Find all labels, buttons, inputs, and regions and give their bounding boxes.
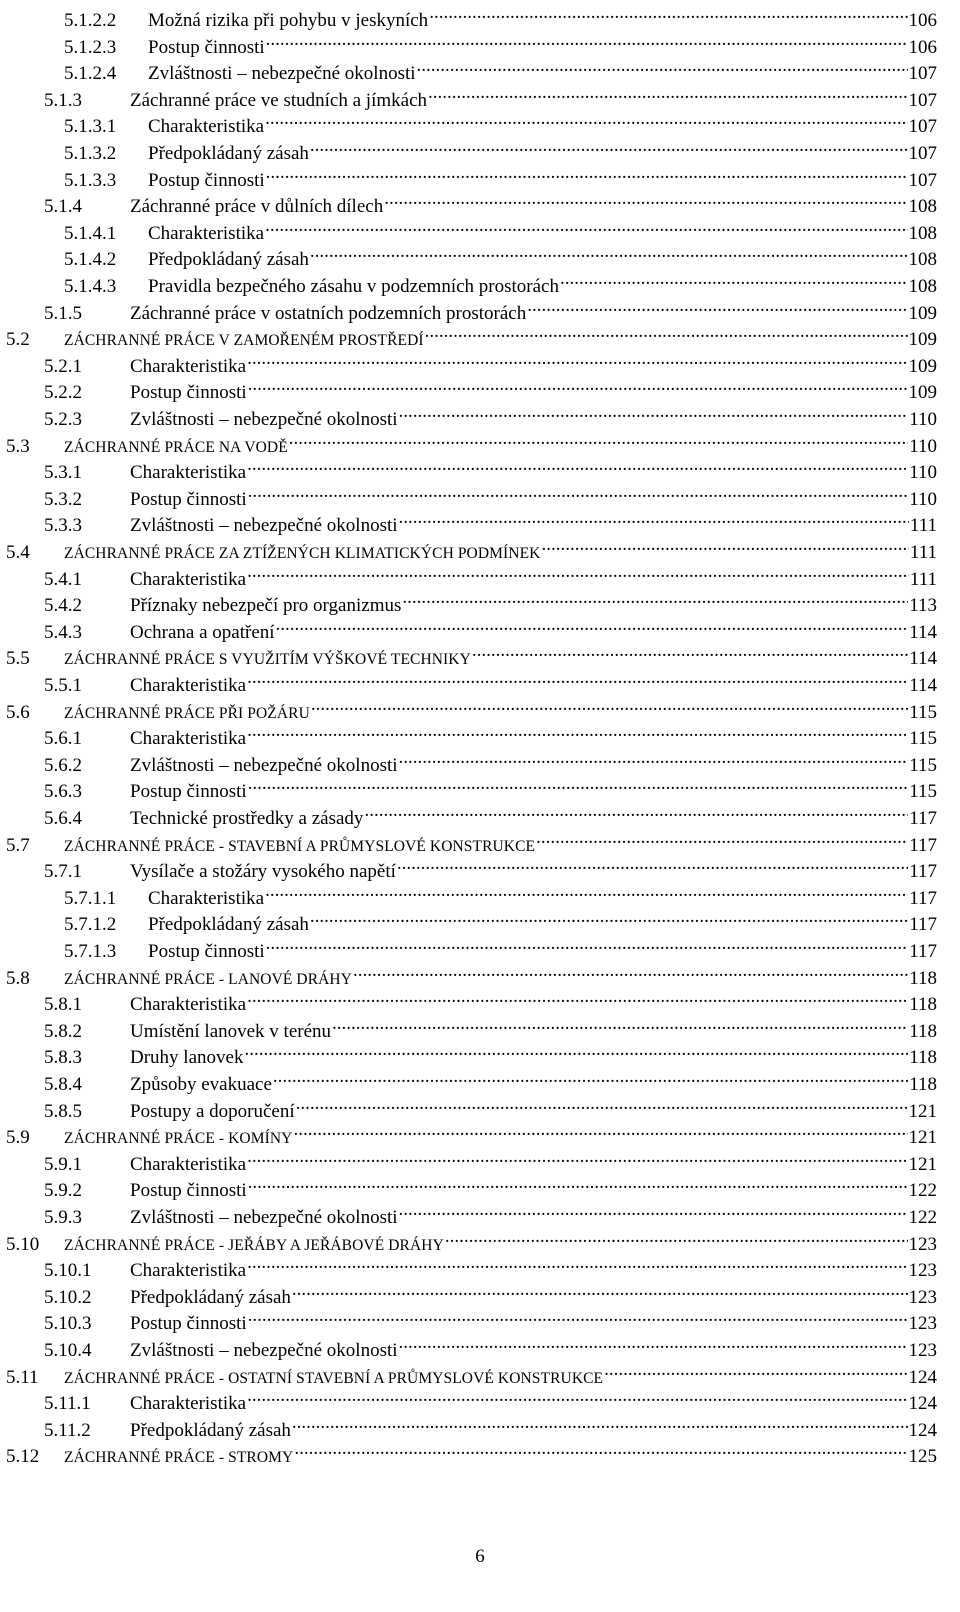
toc-entry-title: Umístění lanovek v terénu [130, 1020, 332, 1042]
toc-entry-number: 5.8.1 [44, 994, 82, 1016]
toc-entry-number: 5.2 [6, 329, 30, 351]
toc-entry-page: 106 [908, 36, 937, 58]
toc-entry-number: 5.8.2 [44, 1020, 82, 1042]
toc-entry-page: 118 [909, 994, 937, 1016]
toc-leader-dots [294, 1436, 907, 1462]
toc-leader-dots [247, 1383, 907, 1409]
toc-entry-page: 123 [908, 1260, 937, 1282]
toc-entry-number: 5.3.1 [44, 462, 82, 484]
toc-entry-number: 5.1.3.1 [64, 116, 117, 138]
toc-entry-page: 117 [909, 914, 937, 936]
toc-entry-title: Záchranné práce ve studních a jímkách [130, 89, 427, 111]
toc-leader-dots [311, 692, 908, 718]
toc-entry-title: Druhy lanovek [130, 1047, 244, 1069]
toc-entry-title: Zvláštnosti – nebezpečné okolnosti [130, 1207, 398, 1228]
toc-entry-number: 5.1.4 [44, 196, 82, 218]
toc-entry-page: 108 [908, 222, 937, 244]
toc-entry-number: 5.7.1.2 [64, 914, 117, 936]
toc-entry-number: 5.1.3.3 [64, 169, 117, 191]
toc-entry-number: 5.1.2.3 [64, 36, 117, 58]
toc-entry-page: 117 [909, 861, 937, 883]
toc-entry-title: Předpokládaný zásah [130, 1419, 291, 1441]
toc-entry-page: 115 [909, 728, 937, 750]
toc-entry[interactable] [44, 1170, 937, 1202]
toc-entry[interactable] [44, 346, 937, 377]
toc-entry[interactable] [44, 665, 937, 696]
toc-entry-number: 5.9.3 [44, 1207, 82, 1228]
toc-leader-dots [248, 1170, 908, 1196]
toc-entry[interactable] [44, 1144, 937, 1175]
toc-entry-title: Postup činnosti [148, 169, 265, 191]
toc-entry-title: Charakteristika [130, 994, 247, 1016]
toc-leader-dots [248, 372, 908, 398]
toc-entry[interactable] [44, 399, 937, 430]
toc-leader-dots [248, 1303, 908, 1329]
toc-entry-number: 5.10.2 [44, 1286, 92, 1308]
toc-leader-dots [266, 27, 908, 53]
toc-leader-dots [247, 665, 908, 691]
toc-entry[interactable] [44, 771, 937, 803]
toc-leader-dots [536, 825, 908, 851]
toc-entry-title: Postup činnosti [130, 1313, 247, 1335]
toc-entry-page: 114 [909, 675, 937, 696]
toc-entry-page: 114 [909, 648, 937, 670]
toc-entry[interactable] [44, 1037, 937, 1069]
toc-entry-page: 118 [909, 1074, 937, 1095]
toc-entry-title: Charakteristika [148, 222, 265, 244]
toc-entry-page: 121 [908, 1127, 937, 1149]
page-number: 6 [475, 1546, 485, 1567]
toc-entry-title: Charakteristika [130, 675, 247, 696]
toc-entry[interactable] [6, 1224, 937, 1255]
toc-entry[interactable] [44, 559, 937, 590]
toc-entry[interactable] [44, 1303, 937, 1335]
toc-entry[interactable] [44, 1064, 937, 1095]
toc-entry-title: Předpokládaný zásah [148, 249, 309, 271]
toc-entry-number: 5.9.1 [44, 1153, 82, 1175]
toc-entry[interactable] [6, 638, 937, 670]
toc-leader-dots [428, 80, 908, 106]
toc-entry-title: ZÁCHRANNÉ PRÁCE PŘI POŽÁRU [64, 704, 310, 722]
toc-leader-dots [292, 1410, 908, 1436]
toc-entry-title: Zvláštnosti – nebezpečné okolnosti [148, 63, 416, 85]
toc-entry-number: 5.2.1 [44, 355, 82, 377]
toc-entry-title: Postup činnosti [130, 781, 247, 803]
toc-leader-dots [276, 612, 909, 638]
toc-entry-number: 5.3.3 [44, 515, 82, 537]
toc-entry-page: 107 [908, 143, 937, 164]
toc-leader-dots [310, 239, 908, 265]
toc-entry-title: Zvláštnosti – nebezpečné okolnosti [130, 754, 398, 776]
toc-entry-title: Charakteristika [130, 728, 247, 750]
toc-entry-number: 5.4.2 [44, 595, 82, 617]
toc-entry-page: 110 [909, 488, 937, 510]
toc-entry-title: Charakteristika [130, 568, 247, 590]
toc-entry[interactable] [44, 186, 937, 218]
toc-entry[interactable] [44, 505, 937, 537]
toc-entry-page: 107 [908, 89, 937, 111]
toc-entry-number: 5.5 [6, 648, 30, 670]
toc-entry[interactable] [6, 825, 937, 856]
toc-entry-number: 5.10.4 [44, 1340, 92, 1361]
toc-entry[interactable] [64, 0, 937, 31]
toc-entry-page: 106 [908, 10, 937, 31]
toc-entry-page: 115 [909, 701, 937, 723]
toc-entry[interactable] [64, 239, 937, 271]
toc-entry[interactable] [6, 958, 937, 989]
toc-leader-dots [399, 399, 909, 425]
toc-entry-number: 5.1.5 [44, 302, 82, 324]
toc-entry-title: Způsoby evakuace [130, 1074, 272, 1095]
toc-leader-dots [247, 346, 907, 372]
toc-leader-dots [244, 1037, 908, 1063]
toc-entry[interactable] [44, 293, 937, 324]
toc-entry[interactable] [44, 851, 937, 883]
toc-entry-page: 110 [909, 409, 937, 430]
toc-entry-page: 107 [908, 116, 937, 138]
toc-entry-title: Charakteristika [148, 887, 265, 909]
toc-entry[interactable] [44, 798, 937, 829]
toc-entry[interactable] [44, 1197, 937, 1228]
toc-entry-title: Zvláštnosti – nebezpečné okolnosti [130, 1340, 398, 1361]
toc-entry-title: Charakteristika [148, 116, 265, 138]
toc-entry[interactable] [6, 1357, 937, 1388]
toc-entry-number: 5.10.3 [44, 1313, 92, 1335]
toc-leader-dots [293, 1117, 907, 1143]
toc-leader-dots [399, 745, 909, 771]
toc-entry[interactable] [44, 745, 937, 776]
toc-entry-title: ZÁCHRANNÉ PRÁCE NA VODĚ [64, 438, 288, 456]
toc-entry-title: Postup činnosti [148, 941, 265, 962]
toc-entry-title: Charakteristika [130, 1393, 247, 1415]
toc-entry-title: Charakteristika [130, 1153, 247, 1175]
toc-entry-number: 5.1.2.4 [64, 63, 117, 85]
toc-entry[interactable] [64, 53, 937, 85]
toc-entry-page: 121 [908, 1153, 937, 1175]
toc-entry-title: Charakteristika [130, 462, 247, 484]
toc-leader-dots [541, 532, 908, 558]
toc-entry-number: 5.10 [6, 1233, 40, 1255]
toc-entry-title: Možná rizika při pohybu v jeskyních [148, 10, 429, 31]
toc-entry-page: 124 [908, 1419, 937, 1441]
toc-leader-dots [399, 1197, 908, 1223]
toc-entry-page: 117 [909, 808, 937, 829]
toc-leader-dots [247, 984, 908, 1010]
toc-entry-number: 5.1.3.2 [64, 143, 117, 164]
toc-leader-dots [527, 293, 907, 319]
toc-entry[interactable] [6, 532, 937, 563]
toc-entry-page: 115 [909, 781, 937, 803]
toc-leader-dots [425, 319, 908, 345]
toc-entry-title: Postup činnosti [130, 1180, 247, 1202]
toc-entry-number: 5.11.1 [44, 1393, 91, 1415]
toc-entry[interactable] [44, 585, 937, 617]
toc-entry-number: 5.8.3 [44, 1047, 82, 1069]
toc-entry[interactable] [44, 1410, 937, 1441]
toc-entry-number: 5.3 [6, 435, 30, 457]
toc-entry-title: ZÁCHRANNÉ PRÁCE - STROMY [64, 1449, 294, 1467]
toc-entry[interactable] [44, 1250, 937, 1282]
toc-leader-dots [292, 1277, 908, 1303]
toc-entry-page: 109 [908, 355, 937, 377]
toc-entry-number: 5.7.1.3 [64, 941, 117, 962]
toc-entry-number: 5.8 [6, 967, 30, 989]
toc-entry-number: 5.9.2 [44, 1180, 82, 1202]
toc-entry-number: 5.6.3 [44, 781, 82, 803]
toc-entry-page: 109 [908, 382, 937, 404]
toc-entry-title: Pravidla bezpečného zásahu v podzemních prostorách [148, 276, 559, 297]
toc-entry-page: 124 [908, 1366, 937, 1388]
toc-entry[interactable] [64, 160, 937, 191]
toc-entry-page: 111 [909, 515, 937, 537]
toc-entry-page: 109 [908, 329, 937, 351]
toc-entry-page: 118 [909, 1020, 937, 1042]
toc-leader-dots [266, 160, 908, 186]
toc-leader-dots [399, 1330, 908, 1356]
toc-entry[interactable] [44, 372, 937, 404]
toc-entry-number: 5.2.3 [44, 409, 82, 430]
toc-entry-number: 5.3.2 [44, 488, 82, 510]
toc-entry-number: 5.1.4.3 [64, 276, 117, 297]
toc-entry-number: 5.6.1 [44, 728, 82, 750]
toc-entry-number: 5.1.4.2 [64, 249, 117, 271]
toc-entry[interactable] [44, 612, 937, 643]
toc-entry-title: Zvláštnosti – nebezpečné okolnosti [130, 409, 398, 430]
toc-leader-dots [247, 1250, 907, 1276]
toc-entry[interactable] [44, 1011, 937, 1042]
toc-entry-title: Ochrana a opatření [130, 621, 275, 643]
toc-entry-number: 5.11 [6, 1366, 39, 1388]
toc-entry-number: 5.4.1 [44, 568, 82, 590]
toc-leader-dots [247, 1144, 907, 1170]
toc-entry-page: 109 [908, 302, 937, 324]
toc-entry[interactable] [64, 213, 937, 244]
toc-leader-dots [399, 505, 909, 531]
toc-entry[interactable] [44, 1277, 937, 1308]
toc-entry-title: Vysílače a stožáry vysokého napětí [130, 861, 396, 883]
toc-entry-page: 122 [908, 1180, 937, 1202]
toc-entry[interactable] [64, 27, 937, 58]
toc-leader-dots [247, 718, 908, 744]
toc-entry-number: 5.4.3 [44, 621, 82, 643]
toc-entry-page: 117 [909, 887, 937, 909]
toc-leader-dots [289, 426, 908, 452]
toc-entry-title: Zvláštnosti – nebezpečné okolnosti [130, 515, 398, 537]
toc-entry-page: 108 [908, 249, 937, 271]
toc-entry-number: 5.11.2 [44, 1419, 91, 1441]
toc-entry[interactable] [64, 931, 937, 962]
toc-entry-number: 5.9 [6, 1127, 30, 1149]
toc-entry-number: 5.8.5 [44, 1100, 82, 1122]
toc-entry[interactable] [44, 984, 937, 1016]
toc-entry[interactable] [6, 692, 937, 723]
toc-entry-page: 107 [908, 63, 937, 85]
toc-entry-title: ZÁCHRANNÉ PRÁCE S VYUŽITÍM VÝŠKOVÉ TECHNIKY [64, 651, 471, 669]
toc-entry[interactable] [6, 1436, 937, 1468]
toc-entry-page: 123 [908, 1313, 937, 1335]
toc-entry-title: Předpokládaný zásah [148, 914, 309, 936]
toc-leader-dots [353, 958, 908, 984]
toc-entry-page: 124 [908, 1393, 937, 1415]
toc-entry-page: 108 [908, 276, 937, 297]
toc-leader-dots [445, 1224, 908, 1250]
toc-entry-page: 115 [909, 754, 937, 776]
toc-entry-title: Předpokládaný zásah [148, 143, 309, 164]
toc-entry-page: 123 [908, 1286, 937, 1308]
toc-entry-title: Záchranné práce v důlních dílech [130, 196, 384, 218]
toc-entry-page: 114 [909, 621, 937, 643]
toc-entry-number: 5.1.4.1 [64, 222, 117, 244]
toc-entry[interactable] [6, 319, 937, 351]
toc-leader-dots [384, 186, 907, 212]
toc-leader-dots [560, 266, 908, 292]
toc-entry-number: 5.5.1 [44, 675, 82, 696]
toc-entry-number: 5.8.4 [44, 1074, 82, 1095]
toc-leader-dots [265, 106, 907, 132]
toc-entry-page: 123 [908, 1233, 937, 1255]
toc-entry[interactable] [64, 106, 937, 138]
toc-leader-dots [332, 1011, 908, 1037]
toc-entry-page: 111 [909, 542, 937, 563]
toc-entry-number: 5.6.4 [44, 808, 82, 829]
toc-leader-dots [364, 798, 908, 824]
toc-entry[interactable] [64, 904, 937, 936]
toc-leader-dots [296, 1091, 908, 1117]
toc-leader-dots [429, 0, 907, 26]
toc-entry-number: 5.7.1.1 [64, 887, 117, 909]
toc-entry-number: 5.10.1 [44, 1260, 92, 1282]
toc-entry-title: Postup činnosti [148, 36, 265, 58]
toc-entry-page: 117 [909, 834, 937, 856]
toc-entry-number: 5.1.2.2 [64, 10, 117, 31]
toc-entry-title: ZÁCHRANNÉ PRÁCE ZA ZTÍŽENÝCH KLIMATICKÝCH PODMÍNEK [64, 545, 541, 562]
toc-entry-number: 5.6 [6, 701, 30, 723]
toc-leader-dots [417, 53, 908, 79]
toc-entry-number: 5.12 [6, 1446, 40, 1468]
toc-entry-title: ZÁCHRANNÉ PRÁCE V ZAMOŘENÉM PROSTŘEDÍ [64, 332, 424, 350]
toc-entry-title: ZÁCHRANNÉ PRÁCE - OSTATNÍ STAVEBNÍ A PRŮMYSLOVÉ KONSTRUKCE [64, 1369, 604, 1387]
toc-leader-dots [266, 931, 909, 957]
toc-leader-dots [472, 638, 908, 664]
toc-entry[interactable] [44, 1091, 937, 1122]
toc-leader-dots [310, 904, 908, 930]
toc-entry-number: 5.1.3 [44, 89, 82, 111]
toc-entry-title: ZÁCHRANNÉ PRÁCE - KOMÍNY [64, 1130, 293, 1148]
toc-entry[interactable] [44, 718, 937, 750]
toc-leader-dots [265, 878, 908, 904]
toc-entry-number: 5.7.1 [44, 861, 82, 883]
toc-entry[interactable] [44, 452, 937, 484]
toc-leader-dots [310, 133, 908, 159]
toc-entry[interactable] [64, 878, 937, 909]
toc-leader-dots [247, 452, 908, 478]
toc-leader-dots [604, 1357, 907, 1383]
toc-entry-page: 122 [908, 1207, 937, 1228]
toc-entry-title: Technické prostředky a zásady [130, 808, 364, 829]
toc-entry[interactable] [44, 479, 937, 510]
toc-entry[interactable] [44, 1383, 937, 1415]
toc-entry-page: 110 [909, 462, 937, 484]
toc-entry[interactable] [6, 426, 937, 457]
toc-entry-page: 113 [909, 595, 937, 617]
toc-entry[interactable] [44, 80, 937, 111]
toc-leader-dots [397, 851, 908, 877]
toc-leader-dots [402, 585, 908, 611]
toc-entry-page: 123 [908, 1340, 937, 1361]
toc-entry-title: Postup činnosti [130, 488, 247, 510]
toc-entry-page: 121 [908, 1100, 937, 1122]
toc-entry-title: Charakteristika [130, 1260, 247, 1282]
toc-entry[interactable] [6, 1117, 937, 1149]
toc-entry-title: Charakteristika [130, 355, 247, 377]
toc-entry-title: Záchranné práce v ostatních podzemních prostorách [130, 302, 527, 324]
toc-leader-dots [265, 213, 907, 239]
toc-leader-dots [273, 1064, 908, 1090]
toc-entry-page: 118 [909, 967, 937, 989]
toc-entry-number: 5.2.2 [44, 382, 82, 404]
toc-entry-title: ZÁCHRANNÉ PRÁCE - STAVEBNÍ A PRŮMYSLOVÉ KONSTRUKCE [64, 837, 536, 855]
toc-entry-page: 107 [908, 169, 937, 191]
toc-entry[interactable] [64, 133, 937, 164]
toc-leader-dots [247, 559, 909, 585]
toc-entry-page: 108 [908, 196, 937, 218]
toc-entry[interactable] [44, 1330, 937, 1361]
toc-entry-title: Postupy a doporučení [130, 1100, 295, 1122]
toc-entry-number: 5.7 [6, 834, 30, 856]
toc-entry-title: Postup činnosti [130, 382, 247, 404]
toc-entry-page: 125 [908, 1446, 937, 1468]
toc-leader-dots [248, 479, 909, 505]
toc-entry-title: ZÁCHRANNÉ PRÁCE - LANOVÉ DRÁHY [64, 970, 353, 988]
toc-leader-dots [248, 771, 909, 797]
toc-entry[interactable] [64, 266, 937, 297]
toc-entry-title: Příznaky nebezpečí pro organizmus [130, 595, 402, 617]
toc-entry-page: 110 [909, 435, 937, 457]
toc-entry-number: 5.4 [6, 542, 30, 563]
toc-entry-page: 111 [909, 568, 937, 590]
toc-entry-title: ZÁCHRANNÉ PRÁCE - JEŘÁBY A JEŘÁBOVÉ DRÁHY [64, 1236, 444, 1254]
toc-entry-title: Předpokládaný zásah [130, 1286, 291, 1308]
toc-entry-page: 118 [909, 1047, 937, 1069]
toc-entry-number: 5.6.2 [44, 754, 82, 776]
toc-entry-page: 117 [909, 941, 937, 962]
